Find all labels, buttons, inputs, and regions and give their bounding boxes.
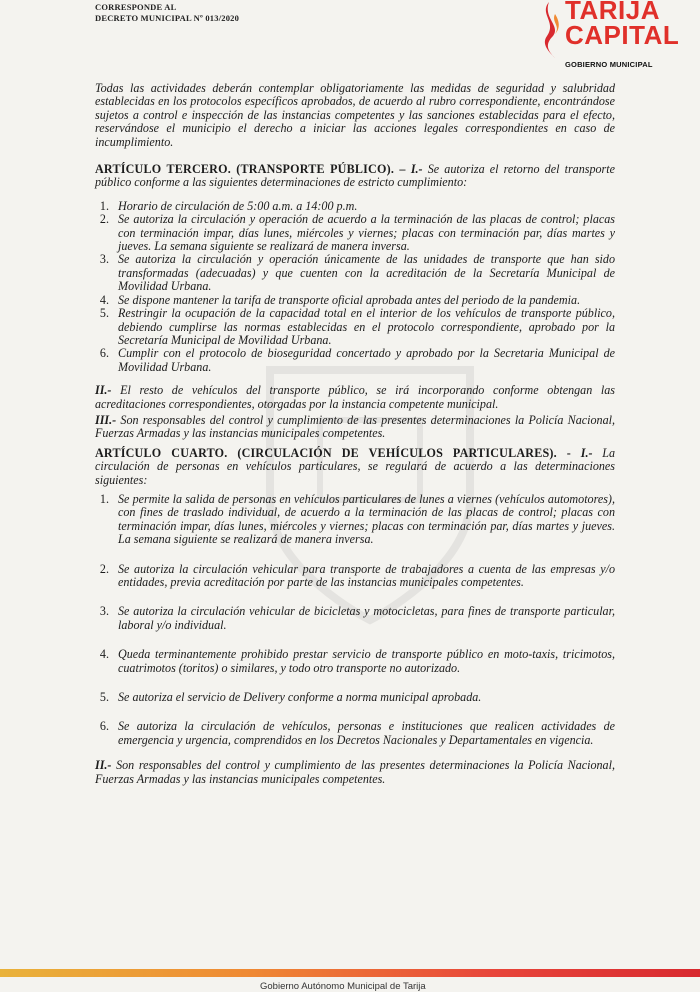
list-item: [95, 691, 615, 704]
list-item-text: Se autoriza la circulación de vehículos, personas e instituciones que realicen actividades de emergencia y urgencia, comprendidos en los Decretos Nacionales y Departamentales en vigencia.: [118, 719, 615, 747]
list-item-text: Queda terminantemente prohibido prestar servicio de transporte público en moto-taxis, tricimotos, cuatrimotos (toritos) o similares, y todo otro transporte no autorizado.: [118, 647, 615, 675]
list-item-text: Se autoriza la circulación y operación únicamente de las unidades de transporte que han sido transformadas (adecuadas) y que cuenten con la acreditación de la Secretaría Municipal de Movilidad Urbana.: [118, 252, 615, 294]
list-item: [95, 213, 615, 253]
article-3-part2-text: El resto de vehículos del transporte público, se irá incorporando conforme obtengan las acreditaciones correspondientes, otorgadas por la instancia competente municipal.: [95, 383, 615, 411]
list-item-text: Se autoriza la circulación vehicular para transporte de trabajadores a cuenta de las empresas y/o entidades, previa acreditación por parte de las instancias municipales competentes.: [118, 561, 615, 589]
list-item-number: 2.: [99, 212, 109, 227]
list-item: [95, 563, 615, 590]
list-item-number: 3.: [99, 252, 109, 267]
list-item-number: 2.: [99, 561, 109, 576]
list-item-number: 4.: [99, 292, 109, 307]
article-4-part2-label: II.-: [95, 758, 112, 773]
article-4-title: ARTÍCULO CUARTO. (CIRCULACIÓN DE VEHÍCULOS PARTICULARES). -: [95, 445, 572, 460]
article-3-title: ARTÍCULO TERCERO. (TRANSPORTE PÚBLICO). –: [95, 162, 406, 177]
article-4-part2-text: Son responsables del control y cumplimiento de las presentes determinaciones la Policía Nacional, Fuerzas Armadas y las instancias municipales competentes.: [95, 758, 615, 786]
list-item-text: Se permite la salida de personas en vehículos particulares de lunes a viernes (vehículos automotores), con fines de traslado individual, de acuerdo a la terminación de las placas de control; placas con terminación impar, días lunes, miércoles y viernes; placas con terminación par, días martes y jueves. La semana siguiente se realizará de manera inversa.: [118, 491, 615, 547]
article-3-list: [95, 200, 615, 374]
article-3-intro: [95, 163, 615, 190]
list-item-number: 6.: [99, 719, 109, 734]
list-item: [95, 307, 615, 347]
list-item-text: Horario de circulación de 5:00 a.m. a 14:00 p.m.: [118, 198, 358, 213]
list-item-number: 6.: [99, 346, 109, 361]
list-item-text: Restringir la ocupación de la capacidad total en el interior de los vehículos de transporte público, debiendo cumplirse las normas establecidas en el protocolo correspondiente, aprobado por la Secretaría Municipal de Movilidad Urbana.: [118, 306, 615, 347]
article-3-part2: [95, 384, 615, 411]
article-3-part3-label: III.-: [95, 412, 117, 427]
list-item: [95, 253, 615, 293]
list-item: [95, 294, 615, 307]
list-item: [95, 720, 615, 747]
list-item: [95, 200, 615, 213]
article-3-part1-text: Se autoriza el retorno del transporte público conforme a las siguientes determinaciones de estricto cumplimiento:: [95, 162, 615, 190]
list-item-number: 3.: [99, 604, 109, 619]
logo-subtitle: GOBIERNO MUNICIPAL: [565, 60, 653, 69]
logo-wordmark: [565, 0, 679, 48]
article-4-part2: [95, 759, 615, 786]
list-item: [95, 347, 615, 374]
article-4-part1-label: I.-: [580, 445, 593, 460]
logo-flame-icon: [535, 0, 565, 62]
list-item-number: 5.: [99, 306, 109, 321]
logo-line1: TARIJA: [565, 0, 660, 25]
article-3-part3: [95, 414, 615, 441]
article-3-part2-label: II.-: [95, 383, 112, 398]
list-item-text: Se autoriza el servicio de Delivery conforme a norma municipal aprobada.: [118, 690, 482, 705]
logo-line2: CAPITAL: [565, 20, 680, 50]
article-4-part1-text: La circulación de personas en vehículos particulares, se regulará de acuerdo a las determinaciones siguientes:: [95, 445, 615, 487]
list-item-text: Cumplir con el protocolo de bioseguridad concertado y aprobado por la Secretaria Municipal de Movilidad Urbana.: [118, 346, 615, 374]
list-item: [95, 648, 615, 675]
list-item-text: Se dispone mantener la tarifa de transporte oficial aprobada antes del periodo de la pandemia.: [118, 292, 581, 307]
decree-ref-line2: DECRETO MUNICIPAL Nº 013/2020: [95, 13, 240, 23]
article-3-part3-text: Son responsables del control y cumplimiento de las presentes determinaciones la Policía Nacional, Fuerzas Armadas y las instancias municipales competentes.: [95, 412, 615, 441]
list-item-text: Se autoriza la circulación vehicular de bicicletas y motocicletas, para fines de transporte particular, laboral y/o individual.: [118, 604, 615, 632]
list-item-text: Se autoriza la circulación y operación de acuerdo a la terminación de las placas de control; placas con terminación impar, días lunes, miércoles y viernes; placas con terminación par, días martes y jueves. La semana siguiente se realizará de manera inversa.: [118, 212, 615, 254]
article-3-part1-label: I.-: [410, 162, 423, 177]
article-4-list: [95, 493, 615, 747]
list-item-number: 1.: [99, 198, 109, 213]
list-item-number: 1.: [99, 491, 109, 506]
tarija-capital-logo: [535, 0, 695, 72]
footer-color-bar: [0, 969, 700, 977]
decree-ref-line1: CORRESPONDE AL: [95, 2, 177, 12]
list-item-number: 4.: [99, 647, 109, 662]
article-4-intro: [95, 447, 615, 487]
list-item: [95, 605, 615, 632]
list-item: [95, 493, 615, 547]
intro-paragraph: Todas las actividades deberán contemplar obligatoriamente las medidas de seguridad y salubridad establecidas en los protocolos específicos aprobados, de acuerdo al rubro correspondiente, encontrándose sujetos a control e inspección de las instancias competentes y las sanciones establecidas para el efecto, reservándose el municipio el derecho a iniciar las acciones legales correspondientes en caso de incumplimiento.: [95, 81, 615, 149]
decree-reference: [95, 2, 239, 24]
list-item-number: 5.: [99, 690, 109, 705]
document-body: [95, 82, 615, 786]
footer-text: Gobierno Autónomo Municipal de Tarija: [260, 981, 426, 992]
